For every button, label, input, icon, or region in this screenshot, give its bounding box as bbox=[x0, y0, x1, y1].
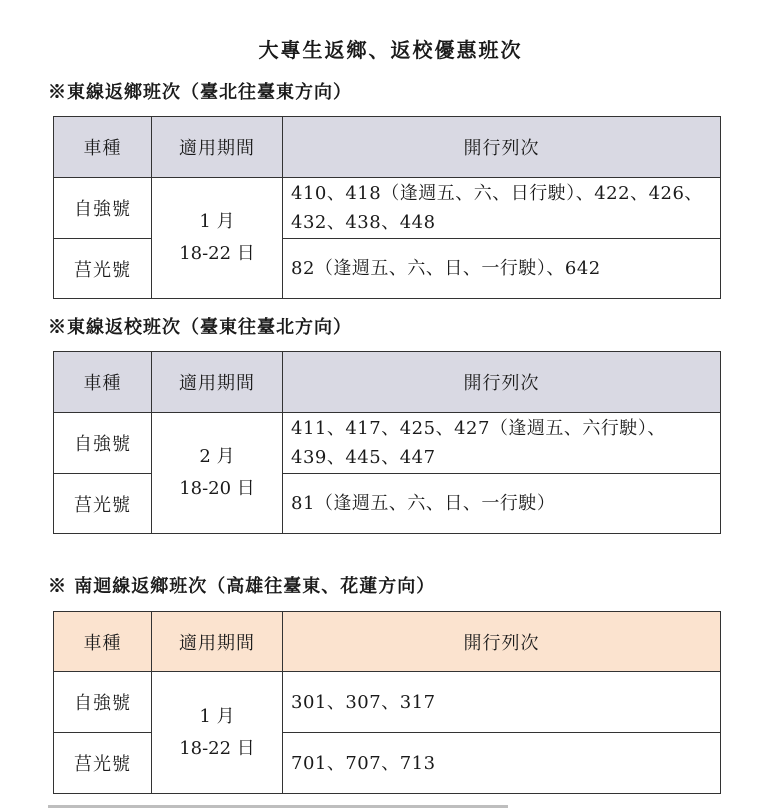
period-month: 1 月 bbox=[199, 705, 235, 727]
column-header-type: 車種 bbox=[54, 612, 152, 672]
train-numbers-cell: 701、707、713 bbox=[283, 733, 721, 794]
table-header-row bbox=[54, 352, 721, 413]
period-cell bbox=[152, 672, 283, 794]
column-header-type: 車種 bbox=[54, 117, 152, 178]
column-header-trains: 開行列次 bbox=[283, 352, 721, 413]
section-heading-south-link-home: ※ 南迴線返鄉班次（高雄往臺東、花蓮方向） bbox=[48, 576, 436, 597]
train-numbers-cell: 301、307、317 bbox=[283, 672, 721, 733]
period-days: 18-20 日 bbox=[179, 478, 255, 499]
table-header-row bbox=[54, 117, 721, 178]
period-cell bbox=[152, 178, 283, 299]
column-header-type: 車種 bbox=[54, 352, 152, 413]
table-row bbox=[54, 178, 721, 239]
train-numbers-cell: 82（逢週五、六、日、一行駛）、642 bbox=[283, 239, 721, 299]
train-type-cell: 自強號 bbox=[54, 413, 152, 474]
column-header-period: 適用期間 bbox=[152, 117, 283, 178]
train-type-cell: 莒光號 bbox=[54, 733, 152, 794]
column-header-trains: 開行列次 bbox=[283, 612, 721, 672]
page-title: 大專生返鄉、返校優惠班次 bbox=[258, 38, 523, 62]
table-row bbox=[54, 672, 721, 733]
period-cell bbox=[152, 413, 283, 534]
table-header-row bbox=[54, 612, 721, 672]
period-month: 1 月 bbox=[199, 211, 235, 232]
train-numbers-cell: 411、417、425、427（逢週五、六行駛）、439、445、447 bbox=[283, 413, 721, 474]
schedule-table-east-home bbox=[53, 116, 721, 299]
section-heading-east-home: ※東線返鄉班次（臺北往臺東方向） bbox=[48, 82, 352, 103]
cut-off-text-line bbox=[48, 800, 508, 810]
schedule-table-south-link-home bbox=[53, 611, 721, 794]
column-header-period: 適用期間 bbox=[152, 612, 283, 672]
train-numbers-cell: 410、418（逢週五、六、日行駛）、422、426、432、438、448 bbox=[283, 178, 721, 239]
section-heading-east-return: ※東線返校班次（臺東往臺北方向） bbox=[48, 317, 352, 338]
period-days: 18-22 日 bbox=[179, 737, 255, 759]
column-header-trains: 開行列次 bbox=[283, 117, 721, 178]
train-type-cell: 自強號 bbox=[54, 178, 152, 239]
train-type-cell: 莒光號 bbox=[54, 474, 152, 534]
train-numbers-cell: 81（逢週五、六、日、一行駛） bbox=[283, 474, 721, 534]
train-type-cell: 自強號 bbox=[54, 672, 152, 733]
period-month: 2 月 bbox=[199, 446, 235, 467]
column-header-period: 適用期間 bbox=[152, 352, 283, 413]
table-row bbox=[54, 413, 721, 474]
schedule-table-east-return bbox=[53, 351, 721, 534]
period-days: 18-22 日 bbox=[179, 243, 255, 264]
train-type-cell: 莒光號 bbox=[54, 239, 152, 299]
